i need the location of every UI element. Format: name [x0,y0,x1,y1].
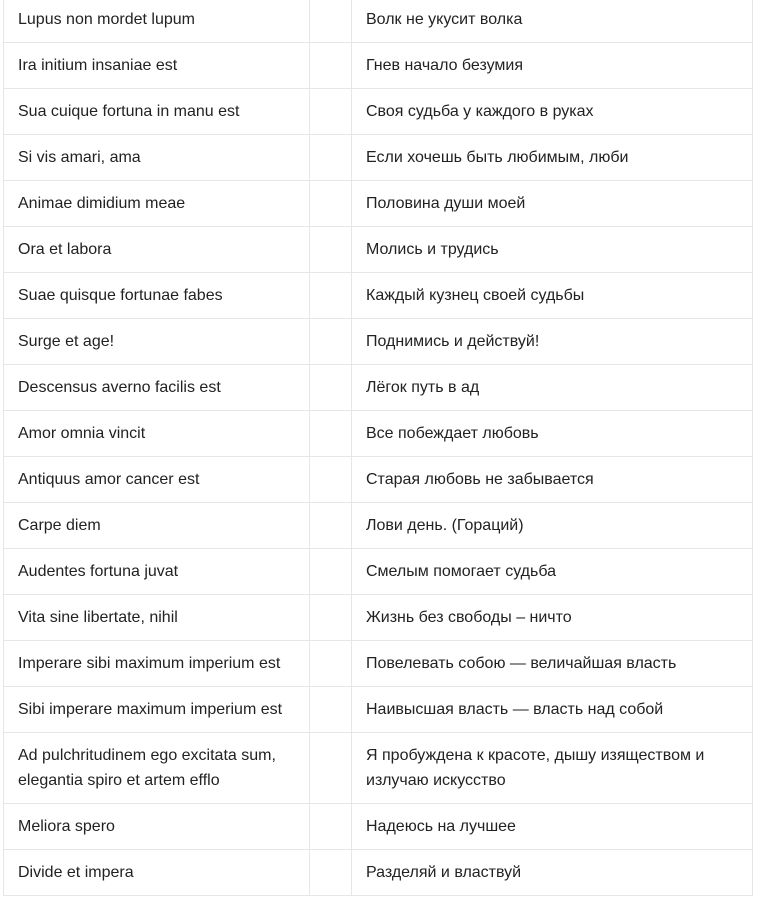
table-row [4,595,753,641]
russian-translation: Жизнь без свободы – ничто [352,595,753,641]
empty-cell [310,135,352,181]
latin-phrase: Ora et labora [4,227,310,273]
empty-cell [310,319,352,365]
table-row [4,319,753,365]
latin-phrase: Vita sine libertate, nihil [4,595,310,641]
table-row [4,273,753,319]
latin-phrase: Sua cuique fortuna in manu est [4,89,310,135]
russian-translation: Лёгок путь в ад [352,365,753,411]
russian-translation: Поднимись и действуй! [352,319,753,365]
latin-phrase: Amor omnia vincit [4,411,310,457]
empty-cell [310,457,352,503]
table-row [4,549,753,595]
empty-cell [310,365,352,411]
empty-cell [310,733,352,804]
russian-translation: Молись и трудись [352,227,753,273]
russian-translation: Все побеждает любовь [352,411,753,457]
table-row [4,850,753,896]
latin-phrase: Antiquus amor cancer est [4,457,310,503]
latin-phrase: Carpe diem [4,503,310,549]
russian-translation: Волк не укусит волка [352,0,753,43]
latin-phrase: Sibi imperare maximum imperium est [4,687,310,733]
empty-cell [310,503,352,549]
russian-translation: Старая любовь не забывается [352,457,753,503]
table-row [4,641,753,687]
russian-translation: Наивысшая власть — власть над собой [352,687,753,733]
russian-translation: Лови день. (Гораций) [352,503,753,549]
empty-cell [310,687,352,733]
table-row [4,89,753,135]
empty-cell [310,549,352,595]
empty-cell [310,89,352,135]
russian-translation: Своя судьба у каждого в руках [352,89,753,135]
latin-phrase: Audentes fortuna juvat [4,549,310,595]
russian-translation: Смелым помогает судьба [352,549,753,595]
russian-translation: Каждый кузнец своей судьбы [352,273,753,319]
latin-phrase: Suae quisque fortunae fabes [4,273,310,319]
latin-phrase: Meliora spero [4,804,310,850]
empty-cell [310,411,352,457]
phrases-table [3,0,753,896]
table-row [4,733,753,804]
russian-translation: Гнев начало безумия [352,43,753,89]
empty-cell [310,227,352,273]
table-row [4,227,753,273]
table-row [4,457,753,503]
phrases-table-body [4,0,753,896]
empty-cell [310,43,352,89]
latin-phrase: Animae dimidium meae [4,181,310,227]
russian-translation: Разделяй и властвуй [352,850,753,896]
empty-cell [310,273,352,319]
empty-cell [310,850,352,896]
russian-translation: Я пробуждена к красоте, дышу изяществом и излучаю искусство [352,733,753,804]
table-row [4,43,753,89]
russian-translation: Надеюсь на лучшее [352,804,753,850]
russian-translation: Половина души моей [352,181,753,227]
empty-cell [310,0,352,43]
table-row [4,411,753,457]
empty-cell [310,804,352,850]
table-row [4,503,753,549]
latin-phrase: Descensus averno facilis est [4,365,310,411]
latin-phrase: Ira initium insaniae est [4,43,310,89]
russian-translation: Повелевать собою — величайшая власть [352,641,753,687]
table-row [4,804,753,850]
latin-phrase: Surge et age! [4,319,310,365]
table-row [4,181,753,227]
russian-translation: Если хочешь быть любимым, люби [352,135,753,181]
table-row [4,365,753,411]
empty-cell [310,595,352,641]
table-row [4,135,753,181]
latin-phrase: Divide et impera [4,850,310,896]
empty-cell [310,181,352,227]
latin-phrase: Lupus non mordet lupum [4,0,310,43]
empty-cell [310,641,352,687]
table-row [4,0,753,43]
latin-phrase: Imperare sibi maximum imperium est [4,641,310,687]
table-row [4,687,753,733]
latin-phrase: Ad pulchritudinem ego excitata sum, elegantia spiro et artem efflo [4,733,310,804]
latin-phrase: Si vis amari, ama [4,135,310,181]
